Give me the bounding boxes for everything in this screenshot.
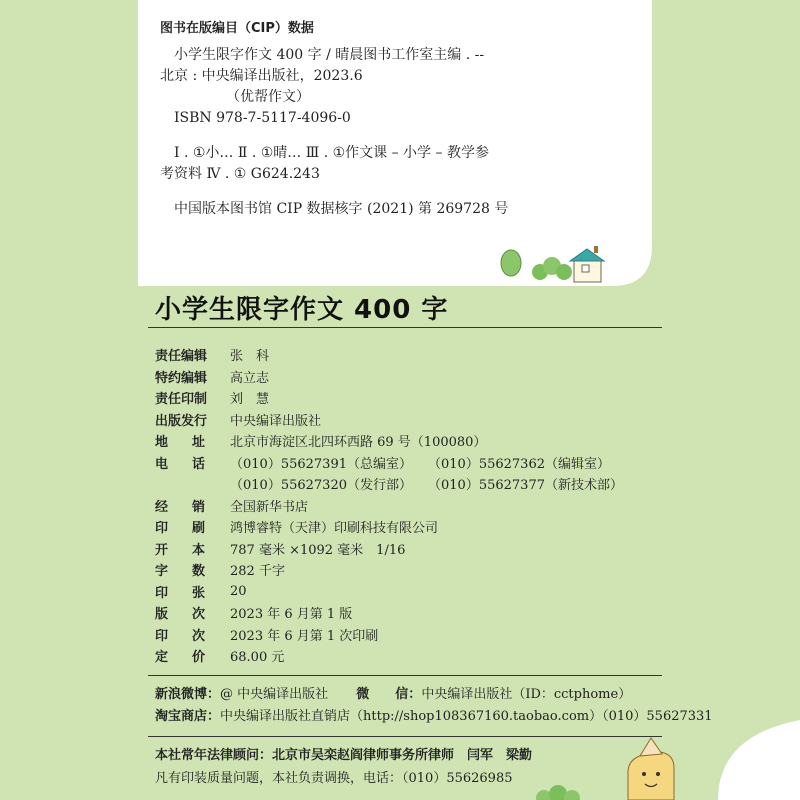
info-label: 特约编辑	[155, 370, 208, 386]
cip-data-block	[160, 18, 680, 220]
info-row-impression	[155, 624, 623, 646]
info-row-printer	[155, 516, 623, 538]
info-label: 版 次	[155, 607, 205, 623]
cip-line-4: ISBN 978-7-5117-4096-0	[174, 110, 351, 126]
info-label: 印 刷	[155, 521, 205, 537]
info-label: 地 址	[155, 435, 205, 451]
info-label: 电 话	[155, 456, 205, 472]
info-value: 高立志	[230, 370, 270, 386]
info-row-phone	[155, 452, 623, 474]
counsel-label: 本社常年法律顾问：	[155, 748, 273, 763]
wechat-label: 微 信：	[356, 687, 422, 702]
info-value: （010）55627320（发行部） （010）55627377（新技术部）	[230, 478, 623, 494]
info-value: 68.00 元	[230, 650, 285, 666]
weibo-label: 新浪微博：	[155, 687, 221, 702]
info-label: 责任编辑	[155, 349, 208, 365]
info-label: 定 价	[155, 650, 205, 666]
taobao-store: 中央编译出版社直销店（http://shop108367160.taobao.com）（010）55627331	[220, 709, 713, 724]
info-label: 印 次	[155, 628, 205, 644]
cip-line-2: 北京 : 中央编译出版社，2023.6	[160, 68, 363, 84]
info-row-distributor	[155, 495, 623, 517]
info-value: 全国新华书店	[230, 499, 309, 515]
title-divider	[148, 327, 662, 328]
publication-info-table	[155, 344, 623, 667]
info-row-edition	[155, 602, 623, 624]
info-value: 鸿博睿特（天津）印刷科技有限公司	[230, 521, 439, 537]
taobao-line	[155, 706, 713, 728]
contact-block	[155, 684, 713, 728]
info-row-phone-2	[155, 473, 623, 495]
info-row-special-editor	[155, 366, 623, 388]
info-value: 20	[230, 583, 247, 599]
contact-divider	[148, 675, 662, 676]
info-label: 开 本	[155, 542, 205, 558]
cip-line-6: 考资料 Ⅳ . ① G624.243	[160, 166, 320, 182]
info-label: 印 张	[155, 585, 205, 601]
cip-line-3: （优帮作文）	[226, 89, 310, 105]
info-label: 字 数	[155, 564, 205, 580]
info-row-editor	[155, 344, 623, 366]
info-label: 经 销	[155, 499, 205, 515]
info-row-publisher	[155, 409, 623, 431]
info-value: 787 毫米 ×1092 毫米 1/16	[230, 542, 406, 558]
cip-title: 图书在版编目（CIP）数据	[160, 21, 314, 36]
quality-notice: 凡有印装质量问题，本社负责调换，电话：（010）55626985	[155, 771, 513, 786]
wechat-handle: 中央编译出版社（ID：cctphome）	[421, 687, 632, 702]
cip-line-5: Ⅰ . ①小… Ⅱ . ①晴… Ⅲ . ①作文课 – 小学 – 教学参	[174, 145, 489, 161]
legal-block	[155, 744, 532, 790]
weibo-handle: @ 中央编译出版社	[220, 687, 329, 702]
info-value: 北京市海淀区北四环西路 69 号（100080）	[230, 435, 487, 451]
legal-counsel-line	[155, 744, 532, 767]
cip-line-7: 中国版本图书馆 CIP 数据核字 (2021) 第 269728 号	[174, 201, 509, 217]
info-row-price	[155, 645, 623, 667]
info-value: 282 千字	[230, 564, 285, 580]
tree-illustration	[501, 250, 521, 276]
social-line	[155, 684, 713, 706]
legal-divider	[148, 736, 662, 737]
book-title: 小学生限字作文 400 字	[155, 295, 449, 325]
info-value: 刘 慧	[230, 392, 270, 408]
taobao-label: 淘宝商店：	[155, 709, 221, 724]
cip-line-1: 小学生限字作文 400 字 / 晴晨图书工作室主编 . --	[174, 47, 485, 63]
info-row-print-manager	[155, 387, 623, 409]
info-value: 张 科	[230, 349, 270, 365]
info-label: 责任印制	[155, 392, 208, 408]
info-value: 2023 年 6 月第 1 次印刷	[230, 628, 379, 644]
counsel-name: 北京市吴栾赵阎律师事务所律师 闫军 梁勤	[272, 748, 533, 763]
info-row-format	[155, 538, 623, 560]
info-label: 出版发行	[155, 413, 208, 429]
info-row-address	[155, 430, 623, 452]
info-row-wordcount	[155, 559, 623, 581]
info-value: 2023 年 6 月第 1 版	[230, 607, 353, 623]
info-value: （010）55627391（总编室） （010）55627362（编辑室）	[230, 456, 610, 472]
info-row-sheets	[155, 581, 623, 603]
info-value: 中央编译出版社	[230, 413, 322, 429]
